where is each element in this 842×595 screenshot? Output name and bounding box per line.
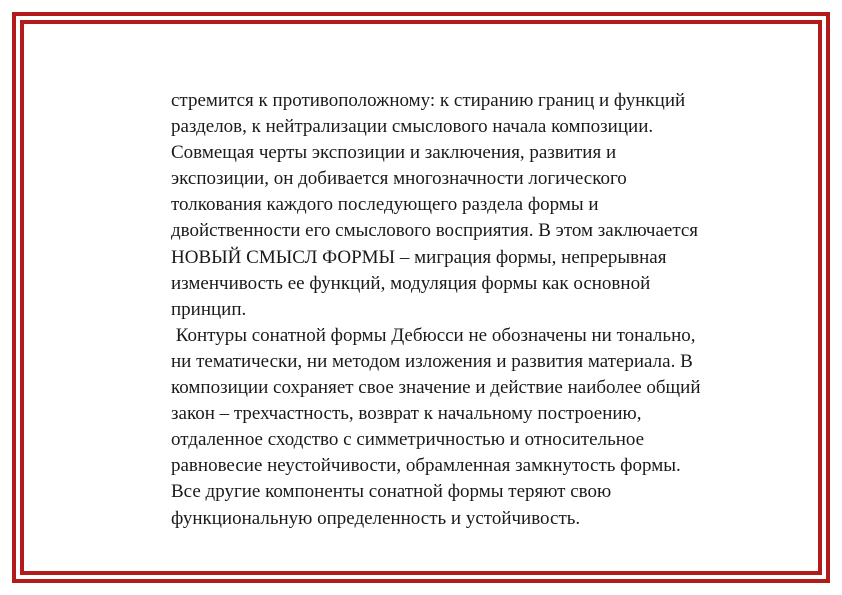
text-line-5: толкования каждого последующего раздела формы и	[171, 194, 599, 216]
text-line-1: стремится к противоположному: к стиранию границ и функций	[171, 90, 686, 111]
text-line-8: изменчивость ее функций, модуляция формы как основной	[171, 272, 651, 294]
text-line-15: равновесие неустойчивости, обрамленная замкнутость формы.	[171, 455, 681, 477]
text-line-3: Совмещая черты экспозиции и заключения, развития и	[171, 142, 617, 164]
text-line-11: ни тематически, ни методом изложения и развития материала. В	[171, 350, 693, 372]
text-line-14: отдаленное сходство с симметричностью и относительное	[171, 429, 645, 451]
text-line-6: двойственности его смыслового восприятия. В этом заключается	[171, 220, 699, 242]
text-line-17: функциональную определенность и устойчивость.	[171, 507, 581, 529]
slide-text	[171, 88, 791, 532]
text-line-9: принцип.	[171, 298, 247, 320]
text-line-16: Все другие компоненты сонатной формы теряют свою	[171, 481, 612, 503]
text-line-10: Контуры сонатной формы Дебюсси не обозначены ни тонально,	[171, 324, 696, 346]
text-line-2: разделов, к нейтрализации смыслового начала композиции.	[171, 116, 654, 138]
text-line-7: НОВЫЙ СМЫСЛ ФОРМЫ – миграция формы, непрерывная	[171, 246, 667, 268]
text-line-12: композиции сохраняет свое значение и действие наиболее общий	[171, 377, 701, 399]
text-line-13: закон – трехчастность, возврат к начальному построению,	[171, 403, 642, 425]
text-line-4: экспозиции, он добивается многозначности логического	[171, 168, 627, 190]
